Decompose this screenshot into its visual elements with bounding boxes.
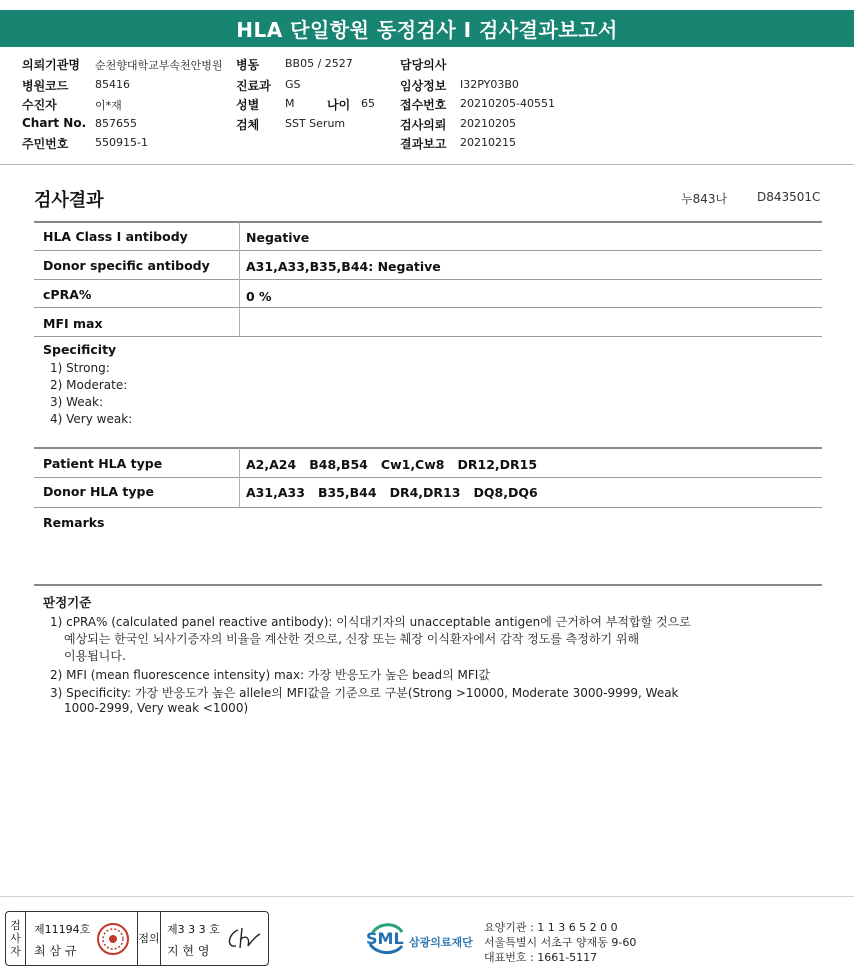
clinical-info-label: 임상정보 [400,79,447,93]
reviewer-role-label: 점의 [137,912,161,965]
chart-no-value: 857655 [95,117,137,130]
remarks-label: Remarks [43,515,105,530]
department-value: GS [285,78,301,91]
org-phone: 대표번호 : 1661-5117 [484,951,598,964]
institution-value: 순천향대학교부속천안병원 [95,59,223,72]
org-code: 요양기관 : 1 1 3 6 5 2 0 0 [484,921,618,934]
result-code-2: D843501C [757,190,821,204]
reviewer-license: 제3 3 3 호 [167,923,220,936]
sex-label: 성별 [236,98,260,112]
org-address: 서울특별시 서초구 양재동 9-60 [484,936,637,949]
criteria-line: 1000-2999, Very weak <1000) [64,701,249,715]
hospital-code-label: 병원코드 [22,79,69,93]
institution-label: 의뢰기관명 [22,58,80,72]
resident-no-label: 주민번호 [22,137,69,151]
receipt-no-value: 20210205-40551 [460,97,555,110]
table-rule [34,336,822,337]
report-title-bar [0,10,854,47]
donor-hla-value: A31,A33 B35,B44 DR4,DR13 DQ8,DQ6 [246,485,538,500]
org-logo-text: SML [366,929,404,948]
report-date-label: 결과보고 [400,137,447,151]
table-rule [34,279,822,280]
age-label: 나이 [327,98,351,112]
table-rule [34,507,822,508]
section-rule [34,584,822,586]
table-rule [34,221,822,223]
seal-stamp-icon [96,922,130,956]
hospital-code-value: 85416 [95,78,130,91]
examinee-label: 수진자 [22,98,57,112]
checker-role-label: 검사자 [6,912,26,965]
table-rule [34,307,822,308]
ward-label: 병동 [236,58,260,72]
result-section-title: 검사결과 [34,190,104,211]
criteria-line: 1) cPRA% (calculated panel reactive antibody): 이식대기자의 unacceptable antigen에 근거하여 부적합할 것으로 [50,615,691,629]
specificity-item: 2) Moderate: [50,378,128,392]
table-row-label: Donor specific antibody [43,258,210,273]
table-row-label: cPRA% [43,287,92,302]
request-date-label: 검사의뢰 [400,118,447,132]
donor-hla-label: Donor HLA type [43,484,154,499]
table-column-divider [239,448,240,507]
header-divider [0,164,854,165]
specimen-label: 검체 [236,118,260,132]
reviewer-name: 지 현 영 [167,944,210,958]
clinical-info-value: I32PY03B0 [460,78,519,91]
specificity-label: Specificity [43,342,117,357]
request-date-value: 20210205 [460,117,516,130]
specimen-value: SST Serum [285,117,346,130]
table-column-divider [239,222,240,336]
result-code-1: 누843나 [681,192,728,206]
table-row-label: HLA Class I antibody [43,229,188,244]
criteria-line: 2) MFI (mean fluorescence intensity) max: 가장 반응도가 높은 bead의 MFI값 [50,668,490,682]
sex-value: M [285,97,295,110]
table-rule [34,250,822,251]
report-title: HLA 단일항원 동정검사 I 검사결과보고서 [236,18,618,42]
doctor-label: 담당의사 [400,58,447,72]
table-row-value: 0 % [246,289,272,304]
table-row-value: Negative [246,230,310,245]
examinee-value: 이*재 [95,99,122,112]
patient-hla-value: A2,A24 B48,B54 Cw1,Cw8 DR12,DR15 [246,457,538,472]
criteria-line: 이용됩니다. [64,649,126,663]
specificity-item: 1) Strong: [50,361,110,375]
specificity-item: 3) Weak: [50,395,104,409]
report-date-value: 20210215 [460,136,516,149]
signature-box [5,911,269,966]
resident-no-value: 550915-1 [95,136,148,149]
table-row-value: A31,A33,B35,B44: Negative [246,259,441,274]
patient-hla-label: Patient HLA type [43,456,163,471]
criteria-line: 예상되는 한국인 뇌사기증자의 비율을 계산한 것으로, 신장 또는 췌장 이식환자에서 감작 정도를 측정하기 위해 [64,632,640,646]
department-label: 진료과 [236,79,271,93]
specificity-item: 4) Very weak: [50,412,133,426]
footer-divider [0,896,854,897]
table-rule [34,477,822,478]
receipt-no-label: 접수번호 [400,98,447,112]
criteria-line: 3) Specificity: 가장 반응도가 높은 allele의 MFI값을 기준으로 구분(Strong >10000, Moderate 3000-9999, Weak [50,686,679,700]
org-name: 삼광의료재단 [409,936,473,949]
table-row-label: MFI max [43,316,103,331]
age-value: 65 [361,97,375,110]
checker-license: 제11194호 [34,923,91,936]
ward-value: BB05 / 2527 [285,57,353,70]
checker-name: 최 삼 규 [34,944,77,958]
criteria-title: 판정기준 [43,595,92,610]
table-rule [34,447,822,449]
signature-icon [224,924,264,954]
chart-no-label: Chart No. [22,116,87,130]
